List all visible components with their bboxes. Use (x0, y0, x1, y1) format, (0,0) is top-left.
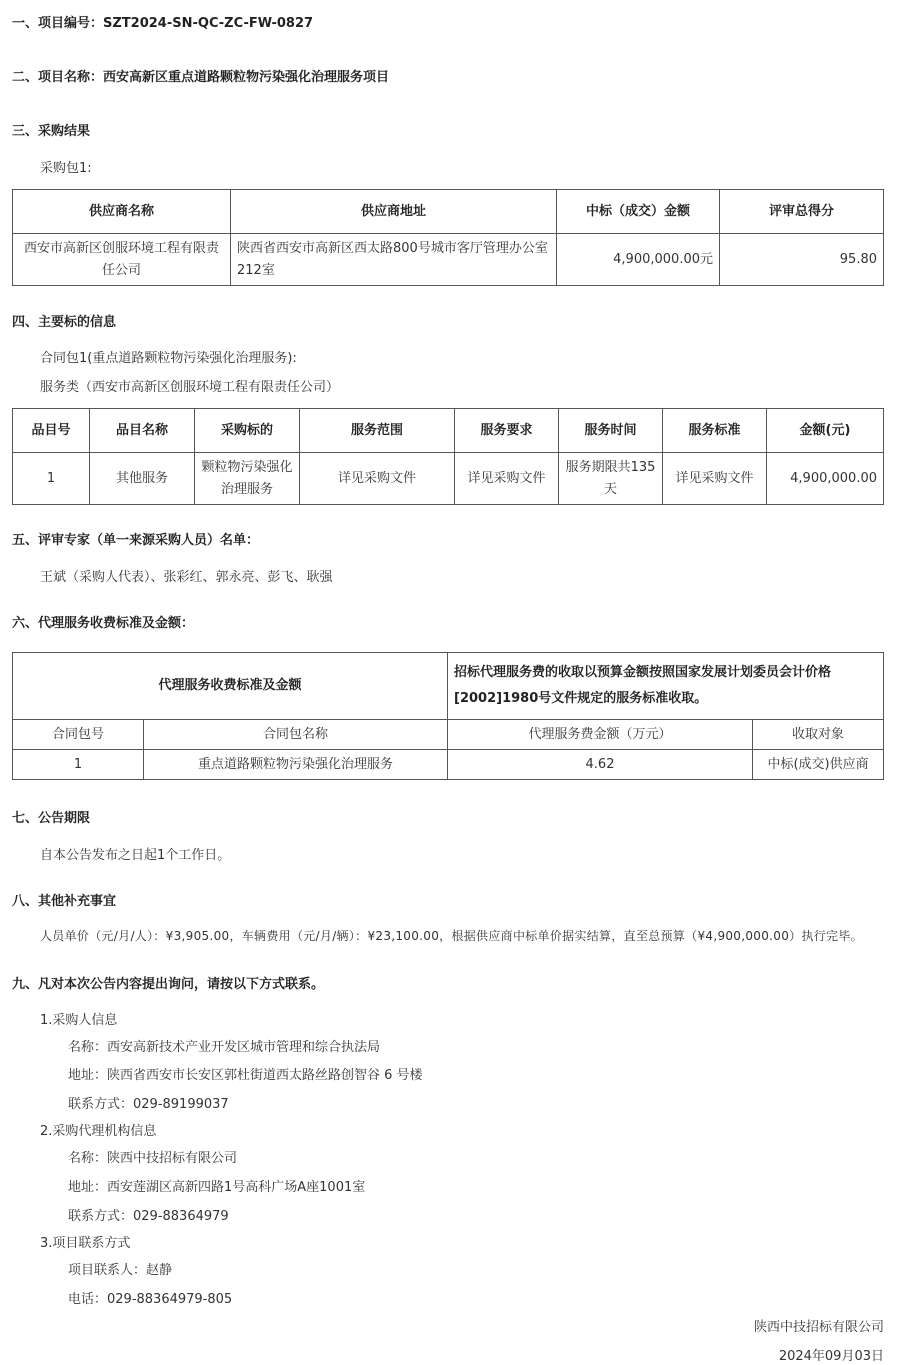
contract-package-line: 合同包1(重点道路颗粒物污染强化治理服务): (40, 351, 297, 366)
section-title: 六、代理服务收费标准及金额： (12, 616, 195, 631)
column-header: 金额(元) (767, 409, 884, 453)
column-header: 中标（成交）金额 (557, 190, 720, 234)
project-contact-person: 项目联系人：赵静 (68, 1263, 173, 1278)
supplementary-note: 人员单价（元/月/人）：¥3,905.00，车辆费用（元/月/辆）：¥23,100.00，根据供应商中标单价据实结算，直至总预算（¥4,900,000.00）执行完毕。 (40, 929, 863, 943)
purchase-result-table (12, 189, 884, 286)
main-items-table (12, 408, 884, 505)
agency-address: 地址：西安莲湖区高新四路1号高科广场A座1001室 (68, 1180, 366, 1195)
column-header: 品目号 (13, 409, 90, 453)
column-header: 合同包名称 (144, 720, 448, 750)
column-header: 评审总得分 (720, 190, 884, 234)
column-header: 代理服务费金额（万元） (448, 720, 753, 750)
table-header-row (13, 190, 884, 234)
agency-name: 名称：陕西中技招标有限公司 (68, 1151, 238, 1166)
agency-fee-table (12, 652, 884, 780)
column-header: 收取对象 (753, 720, 884, 750)
table-header-row (13, 720, 884, 750)
column-header: 服务标准 (663, 409, 767, 453)
table-cell: 重点道路颗粒物污染强化治理服务 (144, 750, 448, 780)
table-cell: 4,900,000.00 (767, 453, 884, 505)
table-row (13, 653, 884, 720)
purchaser-heading: 1.采购人信息 (40, 1013, 118, 1028)
table-cell: 4.62 (448, 750, 753, 780)
table-cell: 详见采购文件 (663, 453, 767, 505)
table-cell: 中标(成交)供应商 (753, 750, 884, 780)
agency-contact: 联系方式：029-88364979 (68, 1209, 229, 1224)
project-contact-phone: 电话：029-88364979-805 (68, 1292, 233, 1307)
column-header: 服务要求 (455, 409, 559, 453)
column-header: 供应商名称 (13, 190, 231, 234)
table-cell: 颗粒物污染强化治理服务 (195, 453, 300, 505)
table-cell: 陕西省西安市高新区西太路800号城市客厅管理办公室212室 (231, 234, 557, 286)
section-title: 五、评审专家（单一来源采购人员）名单： (12, 533, 260, 548)
table-cell: 其他服务 (90, 453, 195, 505)
table-cell: 详见采购文件 (455, 453, 559, 505)
expert-names: 王斌（采购人代表）、张彩红、郭永亮、彭飞、耿强 (40, 570, 333, 585)
project-number: SZT2024-SN-QC-ZC-FW-0827 (103, 16, 314, 31)
footer-date: 2024年09月03日 (778, 1349, 884, 1364)
project-number-line (12, 12, 313, 31)
column-header: 服务时间 (559, 409, 663, 453)
section-title: 七、公告期限 (12, 811, 91, 826)
table-cell: 西安市高新区创服环境工程有限责任公司 (13, 234, 231, 286)
column-header: 服务范围 (300, 409, 455, 453)
column-header: 合同包号 (13, 720, 144, 750)
section-title: 四、主要标的信息 (12, 315, 117, 330)
fee-standard-value: 招标代理服务费的收取以预算金额按照国家发展计划委员会计价格[2002]1980号文件规定的服务标准收取。 (448, 653, 884, 720)
table-row (13, 750, 884, 780)
footer-company: 陕西中技招标有限公司 (753, 1320, 884, 1335)
table-header-row (13, 409, 884, 453)
table-cell: 1 (13, 453, 90, 505)
table-cell: 1 (13, 750, 144, 780)
column-header: 品目名称 (90, 409, 195, 453)
project-name: 西安高新区重点道路颗粒物污染强化治理服务项目 (103, 70, 390, 85)
project-contact-heading: 3.项目联系方式 (40, 1236, 131, 1251)
fee-standard-label: 代理服务收费标准及金额 (13, 653, 448, 720)
column-header: 采购标的 (195, 409, 300, 453)
agency-heading: 2.采购代理机构信息 (40, 1124, 157, 1139)
table-row (13, 453, 884, 505)
section-title: 一、项目编号： (12, 16, 104, 31)
table-row (13, 234, 884, 286)
purchaser-name: 名称：西安高新技术产业开发区城市管理和综合执法局 (68, 1040, 381, 1055)
announcement-period: 自本公告发布之日起1个工作日。 (40, 848, 231, 863)
table-cell: 服务期限共135天 (559, 453, 663, 505)
section-title: 二、项目名称： (12, 70, 104, 85)
section-title: 八、其他补充事宜 (12, 894, 117, 909)
section-title: 九、凡对本次公告内容提出询问，请按以下方式联系。 (12, 977, 325, 992)
column-header: 供应商地址 (231, 190, 557, 234)
project-name-line (12, 66, 389, 85)
table-cell: 95.80 (720, 234, 884, 286)
service-type-line: 服务类（西安市高新区创服环境工程有限责任公司） (40, 380, 340, 395)
purchaser-contact: 联系方式：029-89199037 (68, 1097, 229, 1112)
table-cell: 4,900,000.00元 (557, 234, 720, 286)
section-title: 三、采购结果 (12, 124, 91, 139)
purchaser-address: 地址：陕西省西安市长安区郭杜街道西太路丝路创智谷 6 号楼 (68, 1068, 423, 1083)
package-label: 采购包1: (40, 161, 92, 176)
table-cell: 详见采购文件 (300, 453, 455, 505)
